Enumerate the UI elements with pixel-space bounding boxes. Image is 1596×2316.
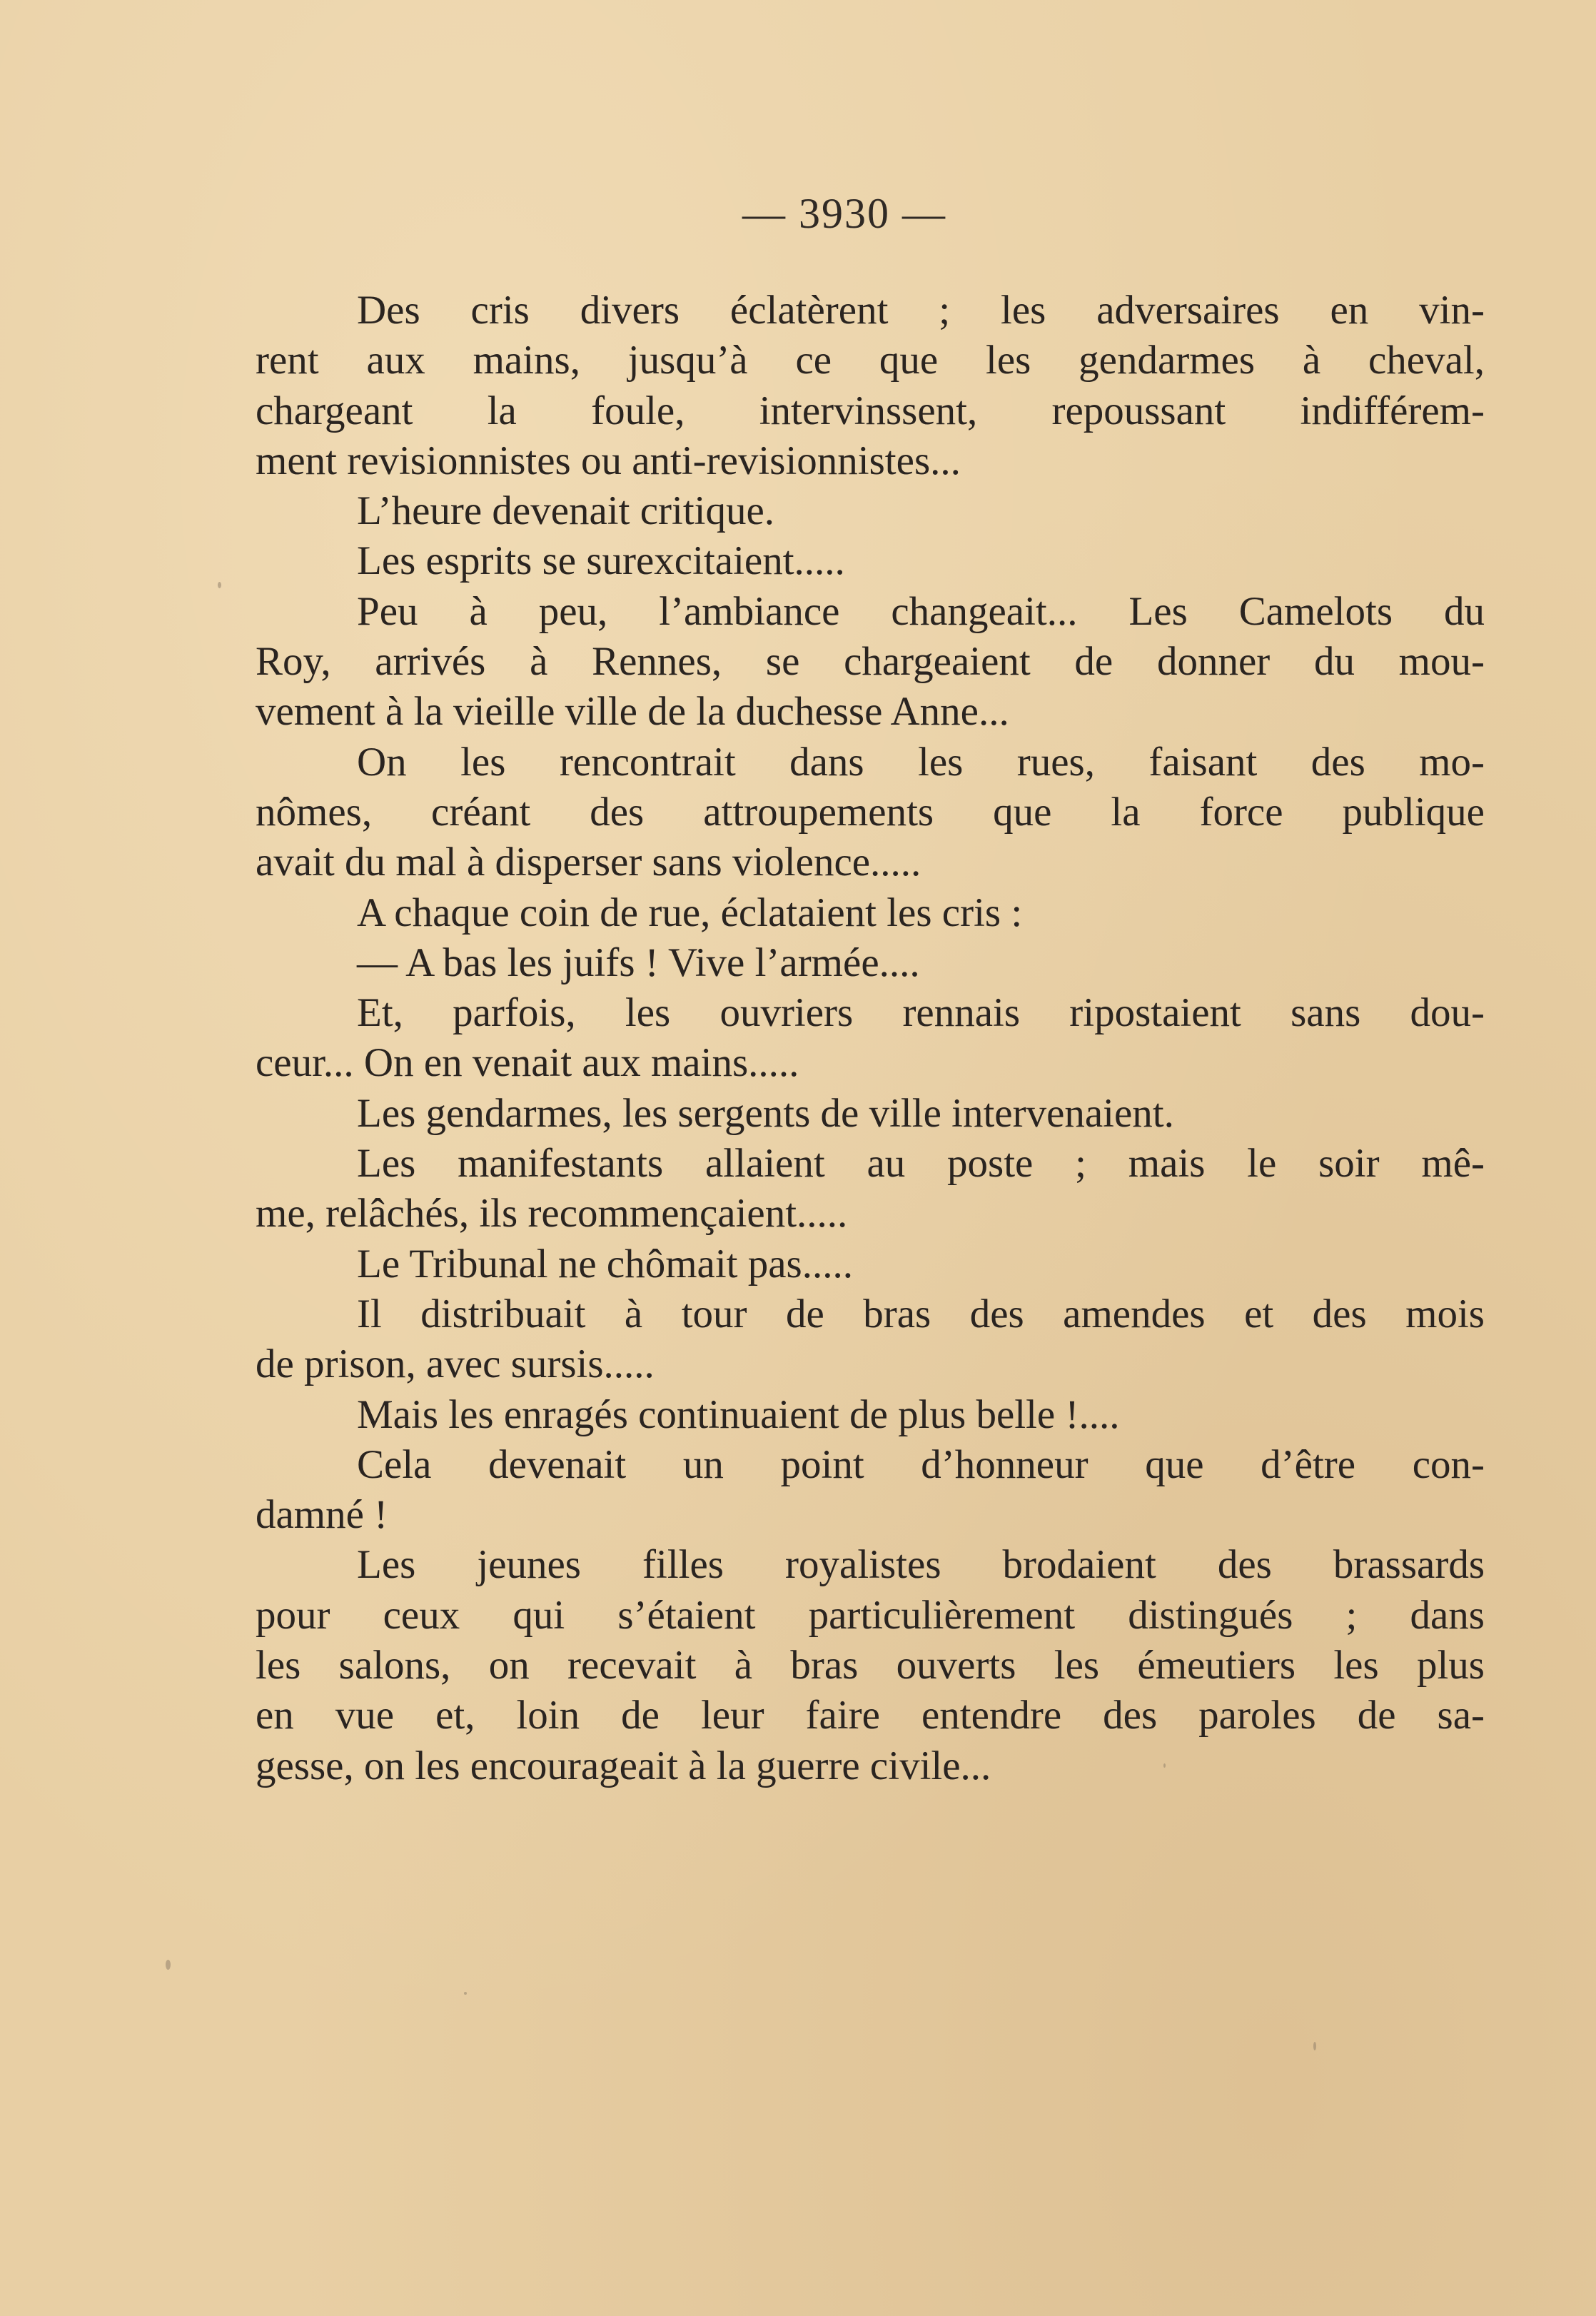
text-line: damné ! — [256, 1492, 388, 1538]
paper-speck — [1313, 2042, 1316, 2050]
paper-speck — [464, 1992, 467, 1995]
text-line: Roy, arrivés à Rennes, se chargeaient de donner du mou- — [256, 639, 1485, 685]
text-line: chargeant la foule, intervinssent, repoussant indifférem- — [256, 388, 1485, 433]
text-line: Et, parfois, les ouvriers rennais ripostaient sans dou- — [357, 990, 1485, 1036]
text-line: Mais les enragés continuaient de plus belle !.... — [357, 1391, 1120, 1437]
text-line: Les gendarmes, les sergents de ville intervenaient. — [357, 1090, 1174, 1136]
text-line: pour ceux qui s’étaient particulièrement distingués ; dans — [256, 1592, 1485, 1638]
text-line: L’heure devenait critique. — [357, 488, 775, 534]
text-line: gesse, on les encourageait à la guerre civile... — [256, 1743, 991, 1788]
text-line: Les esprits se surexcitaient..... — [357, 538, 845, 584]
text-line: Il distribuait à tour de bras des amendes et des mois — [357, 1291, 1485, 1336]
body-text — [256, 286, 1485, 1791]
text-line: Les manifestants allaient au poste ; mais le soir mê- — [357, 1141, 1485, 1187]
paper-speck — [1163, 1763, 1166, 1768]
text-line: Le Tribunal ne chômait pas..... — [357, 1241, 853, 1287]
page-number: — 3930 — — [742, 190, 946, 237]
text-line: ceur... On en venait aux mains..... — [256, 1040, 799, 1086]
paper-speck — [166, 1960, 171, 1970]
text-line: Peu à peu, l’ambiance changeait... Les Camelots du — [357, 588, 1485, 634]
text-line: avait du mal à disperser sans violence..... — [256, 840, 921, 885]
text-line: Cela devenait un point d’honneur que d’être con- — [357, 1441, 1485, 1487]
text-line: me, relâchés, ils recommençaient..... — [256, 1191, 848, 1237]
text-line: nômes, créant des attroupements que la force publique — [256, 789, 1485, 835]
text-line: — A bas les juifs ! Vive l’armée.... — [357, 940, 920, 985]
text-line: de prison, avec sursis..... — [256, 1341, 655, 1387]
text-line: les salons, on recevait à bras ouverts les émeutiers les plus — [256, 1643, 1485, 1688]
text-line: A chaque coin de rue, éclataient les cris : — [357, 890, 1023, 935]
text-line: Les jeunes filles royalistes brodaient des brassards — [357, 1542, 1485, 1588]
text-line: vement à la vieille ville de la duchesse Anne... — [256, 689, 1009, 735]
text-line: ment revisionnistes ou anti-revisionnistes... — [256, 438, 961, 483]
text-line: en vue et, loin de leur faire entendre des paroles de sa- — [256, 1693, 1485, 1738]
text-line: Des cris divers éclatèrent ; les adversaires en vin- — [357, 288, 1485, 333]
text-line: rent aux mains, jusqu’à ce que les gendarmes à cheval, — [256, 338, 1485, 383]
paper-speck — [218, 582, 221, 588]
text-line: On les rencontrait dans les rues, faisant des mo- — [357, 739, 1485, 785]
